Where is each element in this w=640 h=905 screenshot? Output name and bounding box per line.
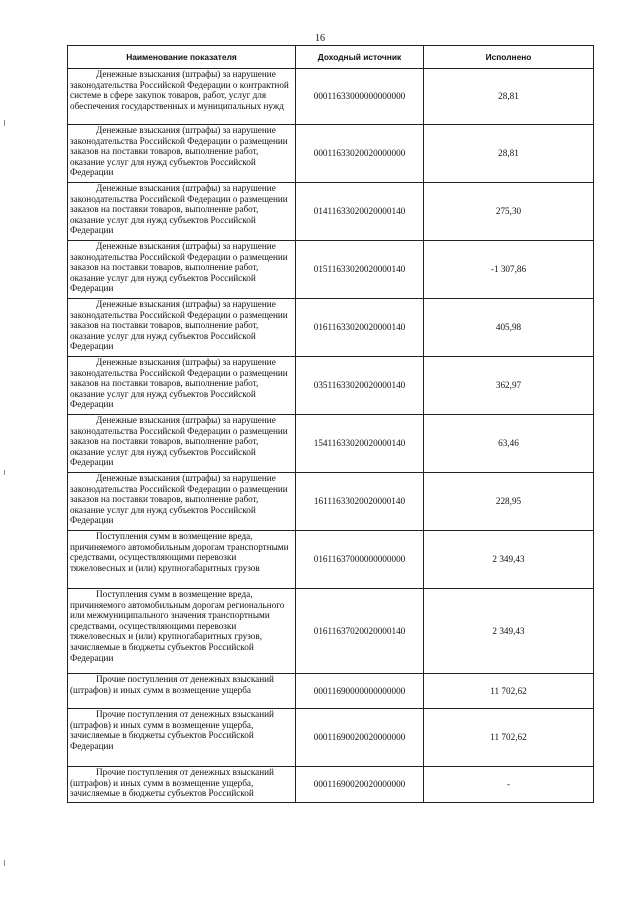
scan-edge-mark [4, 120, 5, 126]
indicator-name: Прочие поступления от денежных взысканий (штрафов) и иных сумм в возмещение ущерба, зачисляемые в бюджеты субъектов Российской Федерации [68, 709, 296, 767]
indicator-name: Денежные взыскания (штрафы) за нарушение законодательства Российской Федерации о размещении заказов на поставки товаров, выполнение работ, оказание услуг для нужд субъектов Российской Федерации [68, 415, 296, 473]
executed-amount: 275,30 [424, 183, 594, 241]
revenue-source-code: 01511633020020000140 [296, 241, 424, 299]
revenue-source-code: 00011633020020000000 [296, 125, 424, 183]
table-row [68, 69, 594, 125]
indicator-name: Прочие поступления от денежных взысканий (штрафов) и иных сумм в возмещение ущерба, зачисляемые в бюджеты субъектов Российской [68, 767, 296, 803]
executed-amount: - [424, 767, 594, 803]
indicator-name: Денежные взыскания (штрафы) за нарушение законодательства Российской Федерации о размещении заказов на поставки товаров, выполнение работ, оказание услуг для нужд субъектов Российской Федерации [68, 241, 296, 299]
revenue-source-code: 00011690020020000000 [296, 709, 424, 767]
revenue-table [67, 45, 594, 803]
table-row [68, 674, 594, 709]
table-row [68, 589, 594, 674]
executed-amount: 11 702,62 [424, 674, 594, 709]
revenue-source-code: 01611637020020000140 [296, 589, 424, 674]
table-row [68, 125, 594, 183]
revenue-source-code: 03511633020020000140 [296, 357, 424, 415]
indicator-name: Денежные взыскания (штрафы) за нарушение законодательства Российской Федерации о размещении заказов на поставки товаров, выполнение работ, оказание услуг для нужд субъектов Российской Федерации [68, 183, 296, 241]
page-number: 16 [315, 33, 325, 44]
executed-amount: 28,81 [424, 125, 594, 183]
table-header-row [68, 46, 594, 69]
table-row [68, 357, 594, 415]
scan-edge-mark [4, 860, 5, 866]
indicator-name: Денежные взыскания (штрафы) за нарушение законодательства Российской Федерации о размещении заказов на поставки товаров, выполнение работ, оказание услуг для нужд субъектов Российской Федерации [68, 125, 296, 183]
header-source: Доходный источник [296, 46, 424, 69]
revenue-source-code: 00011690000000000000 [296, 674, 424, 709]
indicator-name: Денежные взыскания (штрафы) за нарушение законодательства Российской Федерации о размещении заказов на поставки товаров, выполнение работ, оказание услуг для нужд субъектов Российской Федерации [68, 299, 296, 357]
executed-amount: 362,97 [424, 357, 594, 415]
header-name: Наименование показателя [68, 46, 296, 69]
indicator-name: Поступления сумм в возмещение вреда, причиняемого автомобильным дорогам регионального или межмуниципального значения транспортными средствами, осуществляющими перевозки тяжеловесных и (или) крупногабаритных грузов, зачисляемые в бюджеты субъектов Российской Федерации [68, 589, 296, 674]
indicator-name: Прочие поступления от денежных взысканий (штрафов) и иных сумм в возмещение ущерба [68, 674, 296, 709]
indicator-name: Денежные взыскания (штрафы) за нарушение законодательства Российской Федерации о размещении заказов на поставки товаров, выполнение работ, оказание услуг для нужд субъектов Российской Федерации [68, 473, 296, 531]
header-executed: Исполнено [424, 46, 594, 69]
revenue-source-code: 01411633020020000140 [296, 183, 424, 241]
revenue-source-code: 16111633020020000140 [296, 473, 424, 531]
table-row [68, 299, 594, 357]
indicator-name: Денежные взыскания (штрафы) за нарушение законодательства Российской Федерации о контрактной системе в сфере закупок товаров, работ, услуг для обеспечения государственных и муниципальных нужд [68, 69, 296, 125]
indicator-name: Денежные взыскания (штрафы) за нарушение законодательства Российской Федерации о размещении заказов на поставки товаров, выполнение работ, оказание услуг для нужд субъектов Российской Федерации [68, 357, 296, 415]
executed-amount: 11 702,62 [424, 709, 594, 767]
table-row [68, 183, 594, 241]
revenue-source-code: 01611637000000000000 [296, 531, 424, 589]
executed-amount: 2 349,43 [424, 531, 594, 589]
revenue-source-code: 00011633000000000000 [296, 69, 424, 125]
executed-amount: 2 349,43 [424, 589, 594, 674]
table-row [68, 531, 594, 589]
table-row [68, 415, 594, 473]
revenue-source-code: 00011690020020000000 [296, 767, 424, 803]
executed-amount: -1 307,86 [424, 241, 594, 299]
scan-edge-mark [4, 470, 5, 475]
executed-amount: 228,95 [424, 473, 594, 531]
table-row [68, 241, 594, 299]
executed-amount: 28,81 [424, 69, 594, 125]
table-row [68, 767, 594, 803]
revenue-source-code: 01611633020020000140 [296, 299, 424, 357]
indicator-name: Поступления сумм в возмещение вреда, причиняемого автомобильным дорогам транспортными средствами, осуществляющими перевозки тяжеловесных и (или) крупногабаритных грузов [68, 531, 296, 589]
executed-amount: 405,98 [424, 299, 594, 357]
executed-amount: 63,46 [424, 415, 594, 473]
table-row [68, 473, 594, 531]
table-row [68, 709, 594, 767]
revenue-source-code: 15411633020020000140 [296, 415, 424, 473]
